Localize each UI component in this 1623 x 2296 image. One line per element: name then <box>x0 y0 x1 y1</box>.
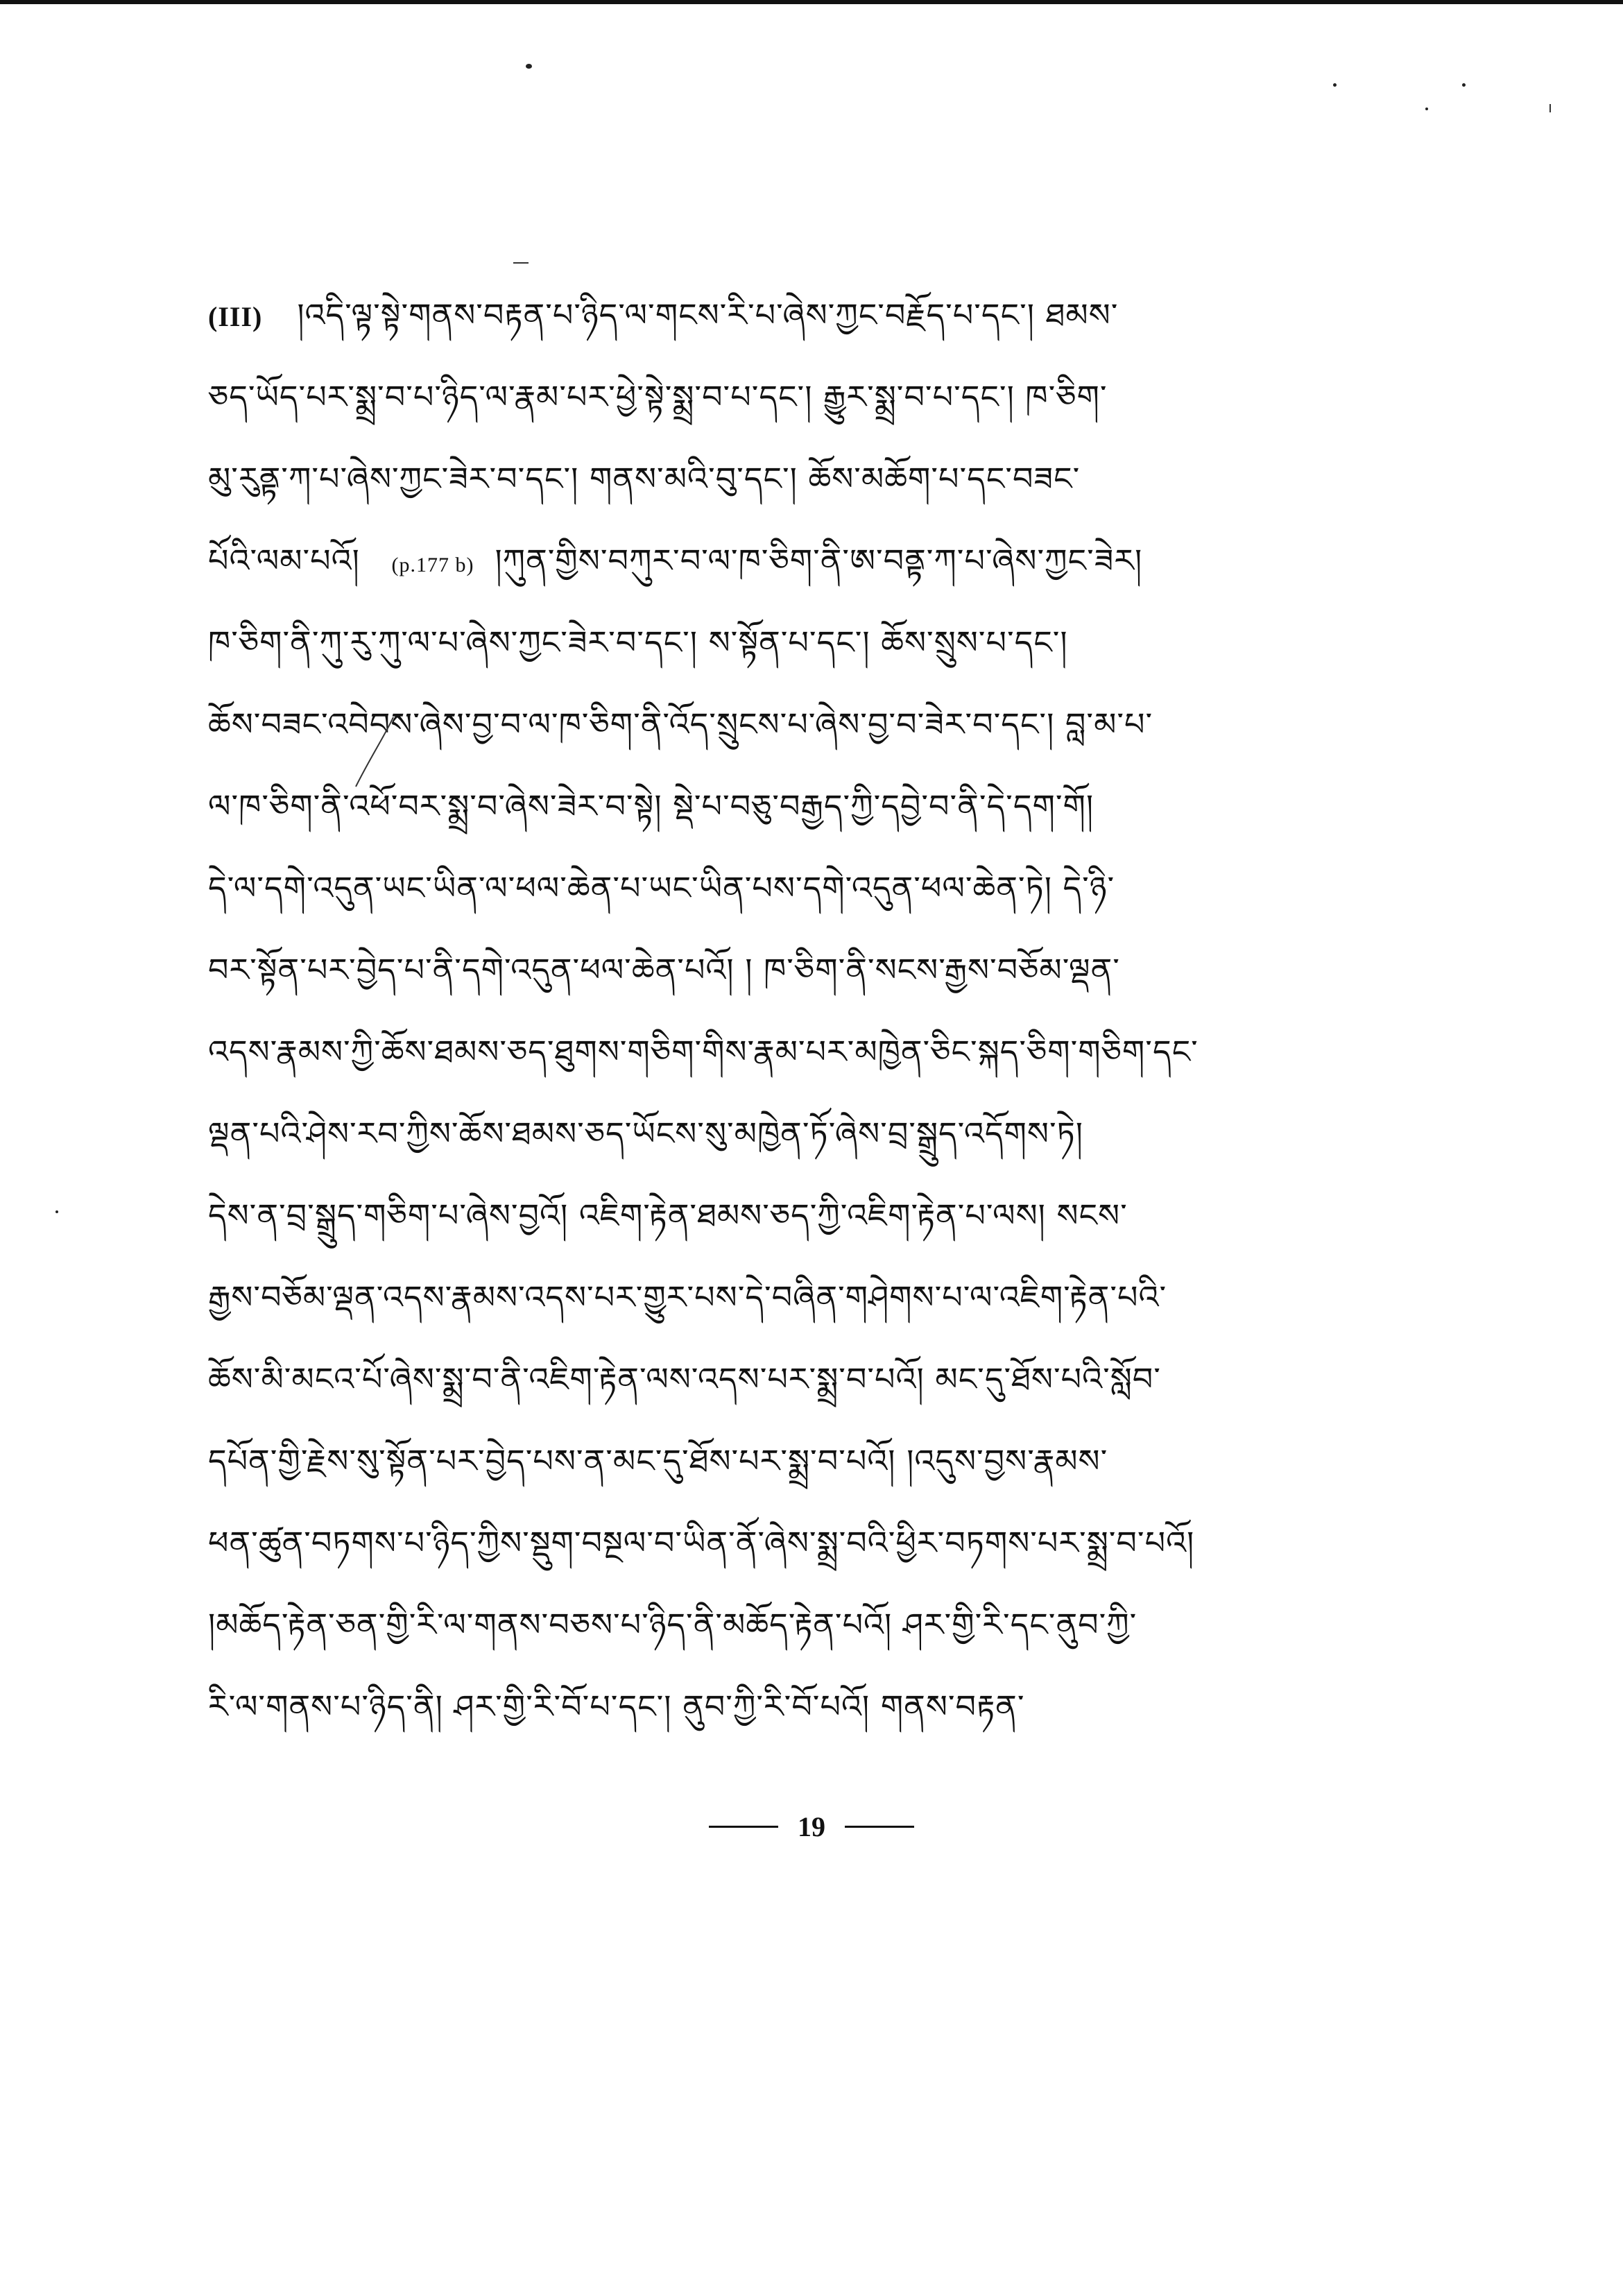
text-line-9 <box>208 929 1436 1011</box>
line-text: །མཆོད་རྟེན་ཅན་གྱི་རི་ལ་གནས་བཅས་པ་ཉིད་ནི་མཆོད་རྟེན་པའོ། ཤར་གྱི་རི་དང་ནུབ་ཀྱི་ <box>208 1606 1137 1643</box>
line-text: ལ་ཁ་ཅིག་ནི་འཕོ་བར་སྨྲ་བ་ཞེས་ཟེར་བ་སྟེ། སྡེ་པ་བཅུ་བརྒྱད་ཀྱི་དབྱེ་བ་ནི་དེ་དག་གོ། <box>208 787 1094 825</box>
text-line-1 <box>208 274 1436 356</box>
text-line-8 <box>208 847 1436 929</box>
line-text: ཁ་ཅིག་ནི་ཀུ་རུ་ཀུ་ལ་པ་ཞེས་ཀྱང་ཟེར་བ་དང་། ས་སྟོན་པ་དང་། ཆོས་སྲུས་པ་དང་། <box>208 624 1068 661</box>
ink-speck <box>1462 83 1466 87</box>
ink-speck <box>1333 83 1337 87</box>
line-text: ཅད་ཡོད་པར་སྨྲ་བ་པ་ཉིད་ལ་རྣམ་པར་ཕྱེ་སྟེ་སྨྲ་བ་པ་དང་། རྒྱུར་སྨྲ་བ་པ་དང་། ཁ་ཅིག་ <box>208 378 1108 415</box>
folio-reference: (p.177 b) <box>391 554 474 576</box>
line-text: མུ་རུནྟ་ཀ་པ་ཞེས་ཀྱང་ཟེར་བ་དང་། གནས་མའི་བུ་དང་། ཆོས་མཆོག་པ་དང་བཟང་ <box>208 460 1081 497</box>
scan-margin-mark <box>1549 104 1551 112</box>
line-text: རྒྱས་བཅོམ་ལྡན་འདས་རྣམས་འདས་པར་གྱུར་པས་དེ་བཞིན་གཤེགས་པ་ལ་འཇིག་རྟེན་པའི་ <box>208 1278 1167 1316</box>
text-line-6 <box>208 683 1436 765</box>
ink-speck <box>1425 108 1428 110</box>
ink-speck <box>55 1210 58 1213</box>
text-line-16 <box>208 1502 1436 1584</box>
text-line-11 <box>208 1093 1436 1174</box>
line-text: །འདི་ལྟ་སྟེ་གནས་བརྟན་པ་ཉིད་ལ་གངས་རི་པ་ཞེས་ཀྱང་བརྗོད་པ་དང་། ཐམས་ <box>297 296 1119 334</box>
line-text: ཆོས་མི་མངའ་པོ་ཞེས་སྨྲ་བ་ནི་འཇིག་རྟེན་ལས་འདས་པར་སྨྲ་བ་པའོ། མང་དུ་ཐོས་པའི་སློབ་ <box>208 1360 1161 1398</box>
line-text: ཕན་ཚུན་བཏགས་པ་ཉིད་ཀྱིས་སྡུག་བསྔལ་བ་ཡིན་ནོ་ཞེས་སྨྲ་བའི་ཕྱིར་བཏགས་པར་སྨྲ་བ་པའོ། <box>208 1524 1195 1561</box>
scan-margin-mark <box>513 262 529 264</box>
line-text-tail: །ཀུན་གྱིས་བཀུར་བ་ལ་ཁ་ཅིག་ནི་ཨ་བནྟ་ཀ་པ་ཞེས་ཀྱང་ཟེར། <box>495 542 1143 579</box>
top-border-rule <box>0 0 1623 4</box>
line-text: ལྡན་པའི་ཤེས་རབ་ཀྱིས་ཆོས་ཐམས་ཅད་ཡོངས་སུ་མཁྱེན་ཏོ་ཞེས་བྲ་སྒྲུད་འདོགས་ཏེ། <box>208 1115 1083 1152</box>
text-line-14 <box>208 1338 1436 1420</box>
text-line-18 <box>208 1665 1436 1747</box>
ink-speck <box>526 64 532 69</box>
line-text: དེ་ལ་དགེ་འདུན་ཡང་ཡིན་ལ་ཕལ་ཆེན་པ་ཡང་ཡིན་པས་དགེ་འདུན་ཕལ་ཆེན་ཏེ། དེ་ཉི་ <box>208 869 1115 907</box>
footer-rule-left <box>709 1826 778 1828</box>
text-line-5 <box>208 601 1436 683</box>
line-text: པོའི་ལམ་པའོ། <box>208 542 371 579</box>
text-line-12 <box>208 1174 1436 1256</box>
text-line-17 <box>208 1584 1436 1665</box>
line-text: རི་ལ་གནས་པ་ཉིད་ནི། ཤར་གྱི་རི་བོ་པ་དང་། ནུབ་ཀྱི་རི་བོ་པའོ། གནས་བརྟན་ <box>208 1688 1025 1725</box>
text-line-15 <box>208 1420 1436 1502</box>
footer-rule-right <box>845 1826 914 1828</box>
text-line-2 <box>208 356 1436 438</box>
text-line-7 <box>208 765 1436 847</box>
text-line-13 <box>208 1256 1436 1338</box>
section-label: (III) <box>208 301 263 332</box>
line-text: བར་སྟོན་པར་བྱེད་པ་ནི་དགེ་འདུན་ཕལ་ཆེན་པའོ། ། ཁ་ཅིག་ནི་སངས་རྒྱས་བཅོམ་ལྡན་ <box>208 951 1120 988</box>
line-text: དཔོན་གྱི་རྗེས་སུ་སྟོན་པར་བྱེད་པས་ན་མང་དུ་ཐོས་པར་སྨྲ་བ་པའོ། །འདུས་བྱས་རྣམས་ <box>208 1442 1108 1480</box>
document-body <box>208 274 1436 1745</box>
line-text: དེས་ན་བྲ་སྒྲུད་གཅིག་པ་ཞེས་བྱའོ། འཇིག་རྟེན་ཐམས་ཅད་ཀྱི་འཇིག་རྟེན་པ་ལས། སངས་ <box>208 1197 1128 1234</box>
line-text: ཆོས་བཟང་འབེབས་ཞེས་བྱ་བ་ལ་ཁ་ཅིག་ནི་འོད་སྲུངས་པ་ཞེས་བྱ་བ་ཟེར་བ་དང་། བླ་མ་པ་ <box>208 705 1153 743</box>
page-footer <box>0 1802 1623 1851</box>
page-number: 19 <box>798 1810 825 1842</box>
text-line-10 <box>208 1011 1436 1093</box>
text-line-3 <box>208 438 1436 520</box>
text-line-4 <box>208 520 1436 601</box>
line-text: འདས་རྣམས་ཀྱི་ཆོས་ཐམས་ཅད་ཐུགས་གཅིག་གིས་རྣམ་པར་མཁྱེན་ཅིང་སྐད་ཅིག་གཅིག་དང་ <box>208 1033 1199 1070</box>
